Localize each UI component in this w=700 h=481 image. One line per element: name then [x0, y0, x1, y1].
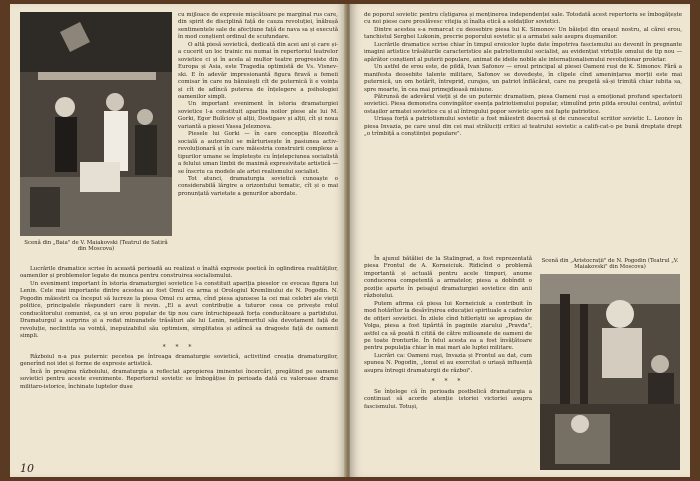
paragraph: Dintre acestea s-a remarcat cu deosebire piesa lui K. Simonov: Un băiețel din orașul nostru, al cărei erou, tanchistul Serghei Lukonin, precrie poporului sovietic și a armatei sale asupra dușmanilor. — [364, 26, 682, 41]
photo-aristocratii-scene — [540, 274, 680, 470]
paragraph: Războiul n-a pus puternic pecetea pe întreaga dramaturgie sovietică, activitind creația dramaturgilor, generînd noi idei și forme de expresie artistică. — [20, 353, 338, 368]
photo-caption-left: Scenă din „Baia" de V. Maiakovski (Teatrul de Satiră din Moscova) — [24, 240, 168, 253]
left-full-text — [20, 266, 338, 391]
paragraph: În ajunul bătăliei de la Stalingrad, a fost reprezentată piesa Frontul de A. Korneiciuk. Ridicînd o problemă importantă și actuală pentru acele timpuri, anume conducerea competentă a armatelor, piesa a dobîndit o poziție aparte în peisajul dramaturgiei sovietice din anii războiului. — [364, 256, 532, 300]
left-page — [10, 4, 346, 477]
paragraph: Piesele lui Gorki — în care concepția filozofică socială a autorului se mărturisește în pasiunea activ-revoluționară și în care măiestria construirii complexe a tipurilor umane se împletește cu înțelepciunea socialistă a felului uman limbii de maximă expresivitate artistică — se înscriu ca modele ale artei realismului socialist. — [178, 131, 338, 175]
paragraph: Încă în preajma războiului, dramaturgia a reflectat apropierea iminentei încercări, pregătind pe oamenii sovietici pentru aceste evenimente. Repertoriul sovietic se îmbogățise în perioada dată cu valoroase drame militaro-istorice, închinate luptelor duse — [20, 368, 338, 390]
paragraph: Lucrările dramatice scrise chiar în timpul eroicelor lupte date împotriva fascismului au devenit în pregnante imagini artistice trăsăturile caracteristice ale patriotismului socialist, au evidențiat virtuțile omului de tip nou — apărător conștient al puterii populare, animat de ideile nobile ale internaționalismului revoluționar proletar. — [364, 41, 682, 63]
paragraph: Tot atunci, dramaturgia sovietică cunoaște o considerabilă lărgire a orizontului tematic, cît și o mai pronunțată varietate a genurilor abordate. — [178, 175, 338, 197]
right-page — [350, 4, 690, 477]
section-separator: * * * — [162, 343, 196, 351]
paragraph: Se înțelege că în perioada postbelică dramaturgia a continuat să acorde atenție istoriei victoriei asupra fascismului. Totuși, — [364, 388, 532, 410]
paragraph: Un astfel de erou este, de pildă, Ivan Safonov — eroul principal al piesei Oameni ruși de K. Simonov. Fără a manifesta deosebite talente militare, Safonov se dovedește, în clipele cînd amenințarea morții este mai puternică, un om hotărît, întreprid, curajos, un patriot înflăcărat, care nu pregetă să-și trimită chiar iubita sa, spre moarte, în cea mai primejdioasă misiune. — [364, 64, 682, 93]
photo-baia-scene — [20, 12, 172, 236]
left-column-right — [178, 12, 338, 198]
stage-photo-image — [540, 274, 680, 470]
paragraph: Putem afirma că piesa lui Korneiciuk a contribuit în mod hotărîtor la desăvîrșirea educației spirituale a cadrelor de ofițeri sovietici. În zilele cînd hitleriștii se apropiau de Volga, piesa a fost tipărită în paginile ziarului „Pravda", astfel ca să poată fi citită de către milioanele de oameni de pe toate fronturile. În felul acesta ea a fost învățătoare pentru populația chiar în mai mari ale luptei militare. — [364, 300, 532, 352]
paragraph: Un important eveniment în istoria dramaturgiei sovietice l-a constituit apariția noilor piese ale lui M. Gorki, Egor Bulîciov și alții, Dostigaev și alții, cît și noua variantă a piesei Vassa Jeleznova. — [178, 101, 338, 130]
paragraph: Lucrările dramatice scrise în această perioadă au realizat o înaltă expresie poetică în oglindirea realităților, oamenilor și problemelor legate de munca pentru construirea socialismului. — [20, 266, 338, 280]
paragraph: Uriașa forță a patriotismului sovietic a fost măiestrit descrisă și de cunoscutul scriitor sovietic L. Leonov în piesa Invazia, pe care unul din cei mai străluciți critici al teatrului sovietic a califi-cat-o pe bună dreptate drept „o trîmbiță a conștiinței populare". — [364, 116, 682, 138]
paragraph: Pătrunsă de adevărul vieții și de un puternic dramatism, piesa Oameni ruși a emoționat profund spectatorii sovietici. Piesa demonstra convingător esența patriotismului popular, stimulînd prin pilda eroului central, avîntul ostașilor armatei sovietice cu și al întregului popor sovietic spre noi fapte patriotice. — [364, 93, 682, 115]
page-number: 10 — [20, 462, 34, 475]
paragraph: Lucrări ca: Oameni ruși, Invazia și Frontul au dat, cum spunea N. Pogodin, „tonul ei au exercitat o uriașă influență asupra întregii dramaturgii de război". — [364, 352, 532, 374]
photo-caption-right: Scenă din „Aristocrații" de N. Pogodin (Teatrul „V. Maiakovski" din Moscova) — [541, 258, 679, 271]
paragraph: O altă piesă sovietică, dedicată din acei ani și care și-a cucerit un loc trainic nu numai în repertoriul teatrelor sovietice ci și în acela al multor teatre progresiste din Europa și Asia, este Tragedia optimistă de Vs. Visnev-ski. E în adevăr impresionantă figura firavă a femeii comisar în care nu bănuiești cît de puternică îi e voința și cît de adîncă puterea de înțelegere a psihologiei oamenilor simpli. — [178, 41, 338, 100]
right-column-left — [364, 256, 532, 411]
paragraph: Un eveniment important în istoria dramaturgiei sovietice l-a constituit apariția pieselor ce evocau figura lui Lenin. Cele mai importante dintre acestea au fost Omul cu arma și Orologiul Kremlinului de N. Pogodin. N. Pogodin măiestrit ca început să lucreze la piesa Omul cu arma, cînd piesa ajunsese la cei mai celebri ale vieții politice, principalele răspunderi care îi revin. „El a avut contribuție a tuturor ceea ce privește rolul conducătorului comunist, ca și un erou popular de tip nou care întruchipează forța conducătoare a partidului. Dramaturgul a surprins și a redat minunatele trăsături ale lui Lenin, nețărmuritul său devotament față de revoluție, neclintita sa voință, inepuizabilul său optimism, simplitatea și adîncă sa dragoste față de oamenii simpli. — [20, 280, 338, 340]
paragraph: de poporul sovietic pentru cîștigarea și menținerea independenței sale. Totodată acest repertoriu se îmbogățește cu noi piese care proslăvesc vitejia și înalta etică a soldaților sovietici. — [364, 12, 682, 26]
section-separator: * * * — [431, 378, 465, 386]
paragraph: cu mijloace de expresie mișcătoare pe marginal rus care, din spirit de disciplină față de cauza revoluției, înăbușă sentimentele sale de afecțiune față de nava sa și execută în mod conștient ordinul de scufundare. — [178, 12, 338, 41]
right-full-text — [364, 12, 682, 139]
stage-photo-image — [20, 12, 172, 236]
